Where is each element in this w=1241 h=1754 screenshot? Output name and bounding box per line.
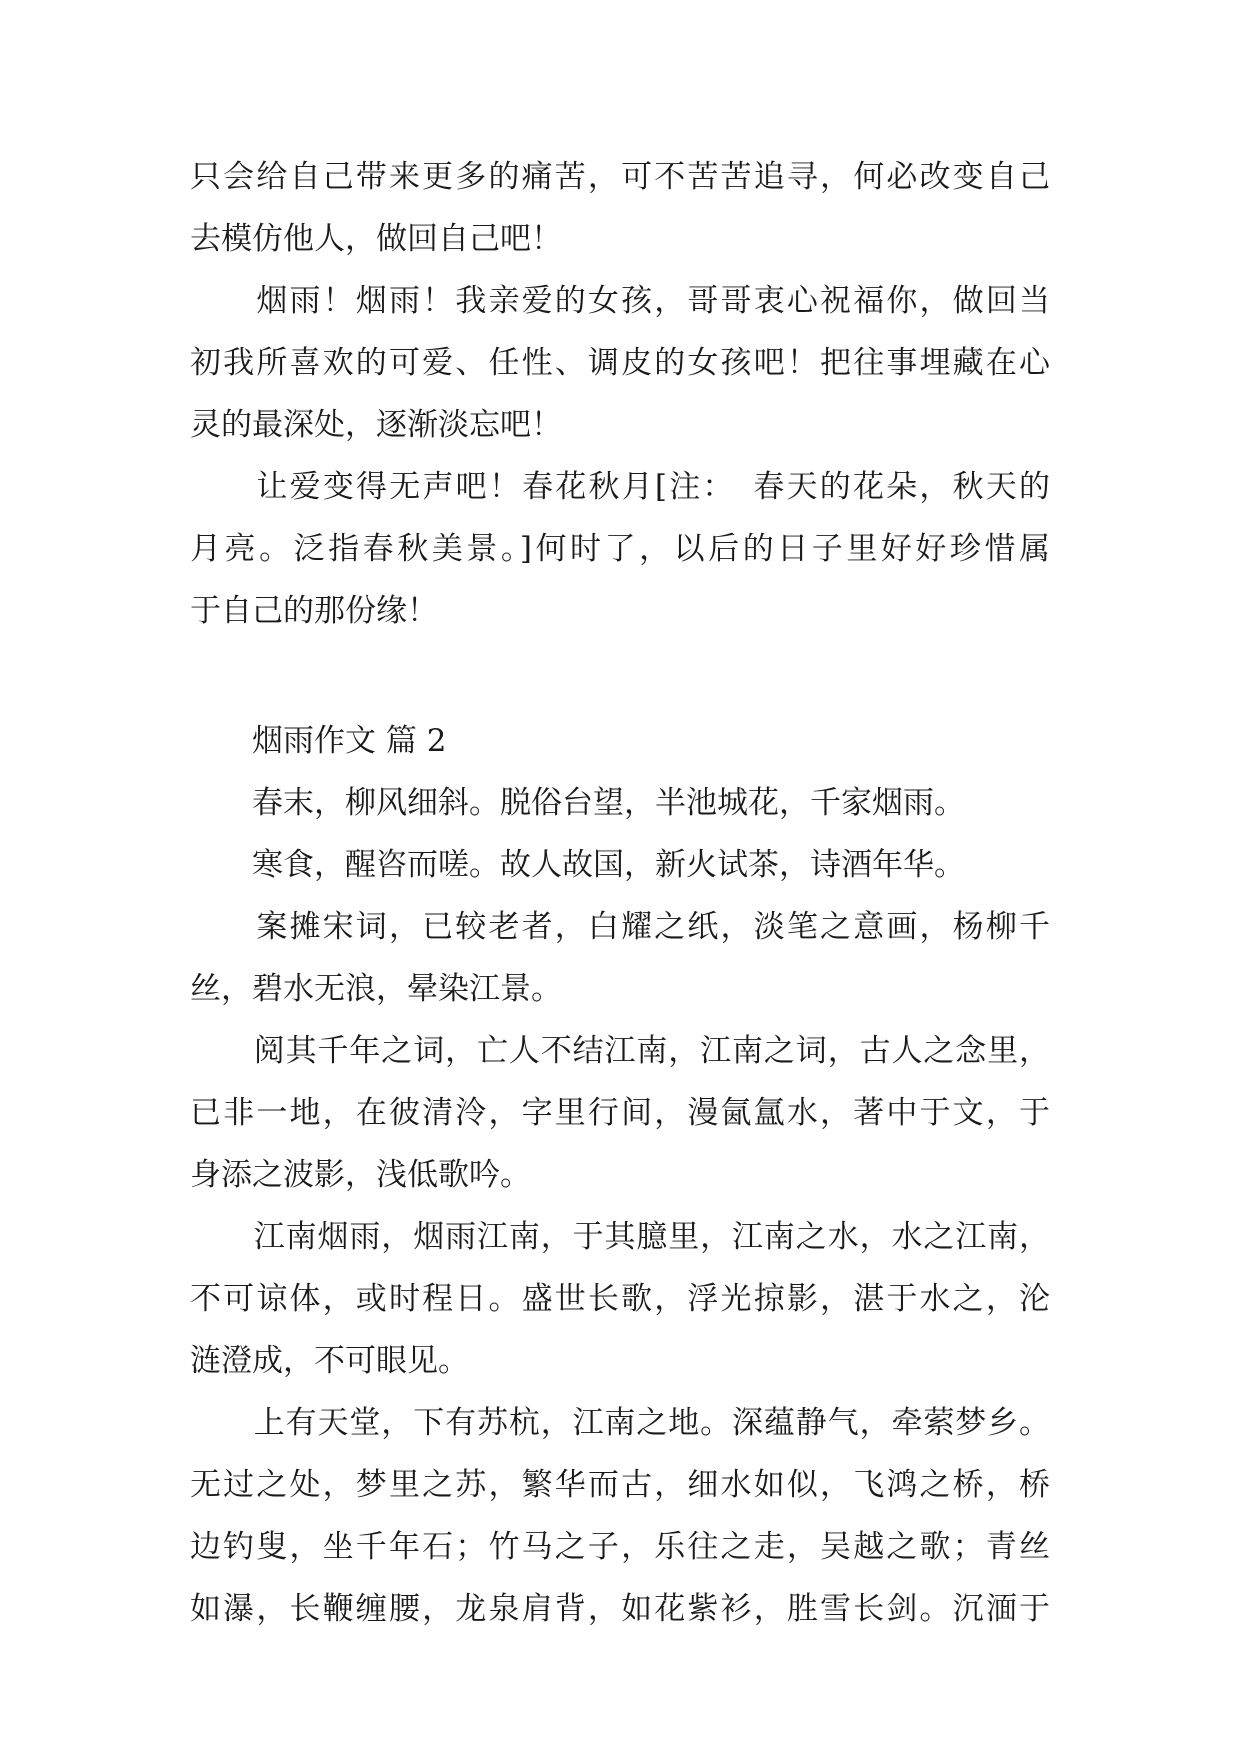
text-line: 江南烟雨，烟雨江南，于其臆里，江南之水，水之江南， <box>190 1219 1050 1255</box>
text-line: 阅其千年之词，亡人不结江南，江南之词，古人之念里， <box>190 1033 1050 1069</box>
text-line: 涟澄成，不可眼见。 <box>190 1343 469 1379</box>
text-line: 初我所喜欢的可爱、任性、调皮的女孩吧！把往事埋藏在心 <box>190 345 1050 381</box>
text-line: 寒食，醒咨而嗟。故人故国，新火试茶，诗酒年华。 <box>190 847 965 883</box>
section-gap <box>190 652 1050 720</box>
text-line: 案摊宋词，已较老者，白耀之纸，淡笔之意画，杨柳千 <box>190 909 1050 945</box>
text-line: 无过之处，梦里之苏，繁华而古，细水如似，飞鸿之桥，桥 <box>190 1467 1050 1503</box>
text-line: 烟雨！烟雨！我亲爱的女孩，哥哥衷心祝福你，做回当 <box>190 283 1050 319</box>
paragraph <box>190 280 1050 446</box>
paragraph <box>190 844 1050 886</box>
text-line: 已非一地，在彼清泠，字里行间，漫氤氲水，著中于文，于 <box>190 1095 1050 1131</box>
text-line: 让爱变得无声吧！春花秋月[注： 春天的花朵，秋天的 <box>190 469 1050 505</box>
text-line: 灵的最深处，逐渐淡忘吧！ <box>190 407 562 443</box>
text-line: 如瀑，长鞭缠腰，龙泉肩背，如花紫衫，胜雪长剑。沉湎于 <box>190 1591 1050 1627</box>
text-line: 丝，碧水无浪，晕染江景。 <box>190 971 562 1007</box>
paragraph <box>190 1030 1050 1196</box>
text-line: 只会给自己带来更多的痛苦，可不苦苦追寻，何必改变自己 <box>190 159 1050 195</box>
paragraph <box>190 156 1050 260</box>
section-title: 烟雨作文 篇 2 <box>252 723 447 759</box>
text-line: 春末，柳风细斜。脱俗台望，半池城花，千家烟雨。 <box>190 785 965 821</box>
paragraph <box>190 1216 1050 1382</box>
text-line: 于自己的那份缘！ <box>190 593 438 629</box>
text-line: 边钓叟，坐千年石；竹马之子，乐往之走，吴越之歌；青丝 <box>190 1529 1050 1565</box>
text-line: 去模仿他人，做回自己吧！ <box>190 221 562 257</box>
paragraph <box>190 1402 1050 1630</box>
paragraph <box>190 782 1050 824</box>
document-page <box>190 156 1050 1650</box>
text-line: 身添之波影，浅低歌吟。 <box>190 1157 531 1193</box>
paragraph <box>190 466 1050 632</box>
text-line: 不可谅体，或时程日。盛世长歌，浮光掠影，湛于水之，沦 <box>190 1281 1050 1317</box>
paragraph <box>190 906 1050 1010</box>
text-line: 上有天堂，下有苏杭，江南之地。深蕴静气，牵萦梦乡。 <box>190 1405 1050 1441</box>
text-line: 月亮。泛指春秋美景。]何时了，以后的日子里好好珍惜属 <box>190 531 1050 567</box>
